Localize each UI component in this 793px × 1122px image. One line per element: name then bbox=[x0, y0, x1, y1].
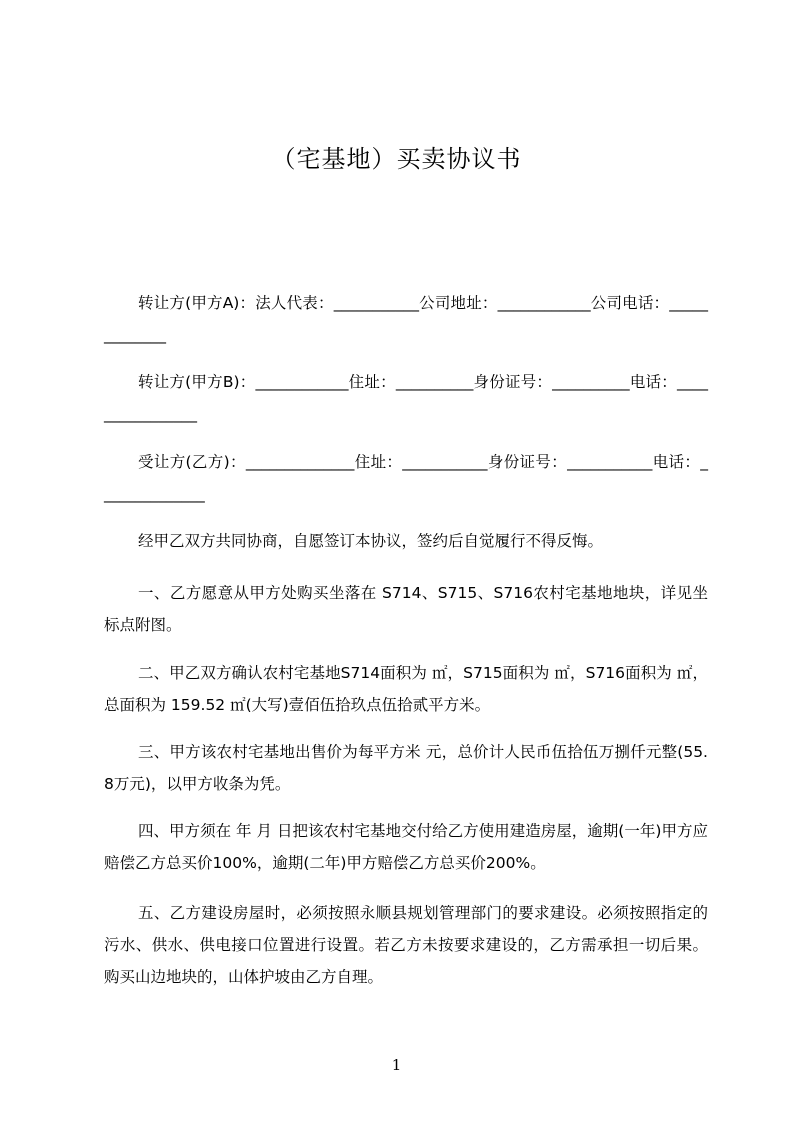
party-buyer-line: 受让方(乙方)：______________住址：___________身份证号：___________电话：______________ bbox=[104, 453, 708, 503]
clause-4: 四、甲方须在 年 月 日把该农村宅基地交付给乙方使用建造房屋，逾期(一年)甲方应赔偿乙方总买价100%，逾期(二年)甲方赔偿乙方总买价200%。 bbox=[104, 822, 708, 872]
clause-2: 二、甲乙双方确认农村宅基地S714面积为 ㎡，S715面积为 ㎡，S716面积为 ㎡，总面积为 159.52 ㎡(大写)壹佰伍拾玖点伍拾贰平方米。 bbox=[104, 664, 708, 714]
party-b-line: 转让方(甲方B)：____________住址：__________身份证号：__________电话：________________ bbox=[104, 373, 708, 423]
clause-5: 五、乙方建设房屋时，必须按照永顺县规划管理部门的要求建设。必须按照指定的污水、供水、供电接口位置进行设置。若乙方未按要求建设的，乙方需承担一切后果。购买山边地块的，山体护坡由乙方自理。 bbox=[104, 904, 708, 986]
clause-1: 一、乙方愿意从甲方处购买坐落在 S714、S715、S716农村宅基地地块，详见坐标点附图。 bbox=[104, 584, 708, 634]
document-title: （宅基地）买卖协议书 bbox=[271, 145, 522, 173]
intro-paragraph: 经甲乙双方共同协商，自愿签订本协议，签约后自觉履行不得反悔。 bbox=[138, 532, 604, 550]
party-a-line: 转让方(甲方A)：法人代表：___________公司地址：____________公司电话：_____________ bbox=[104, 294, 708, 344]
page-number: 1 bbox=[391, 1056, 402, 1074]
clause-3: 三、甲方该农村宅基地出售价为每平方米 元，总价计人民币伍拾伍万捌仟元整(55.8万元)，以甲方收条为凭。 bbox=[104, 743, 708, 793]
